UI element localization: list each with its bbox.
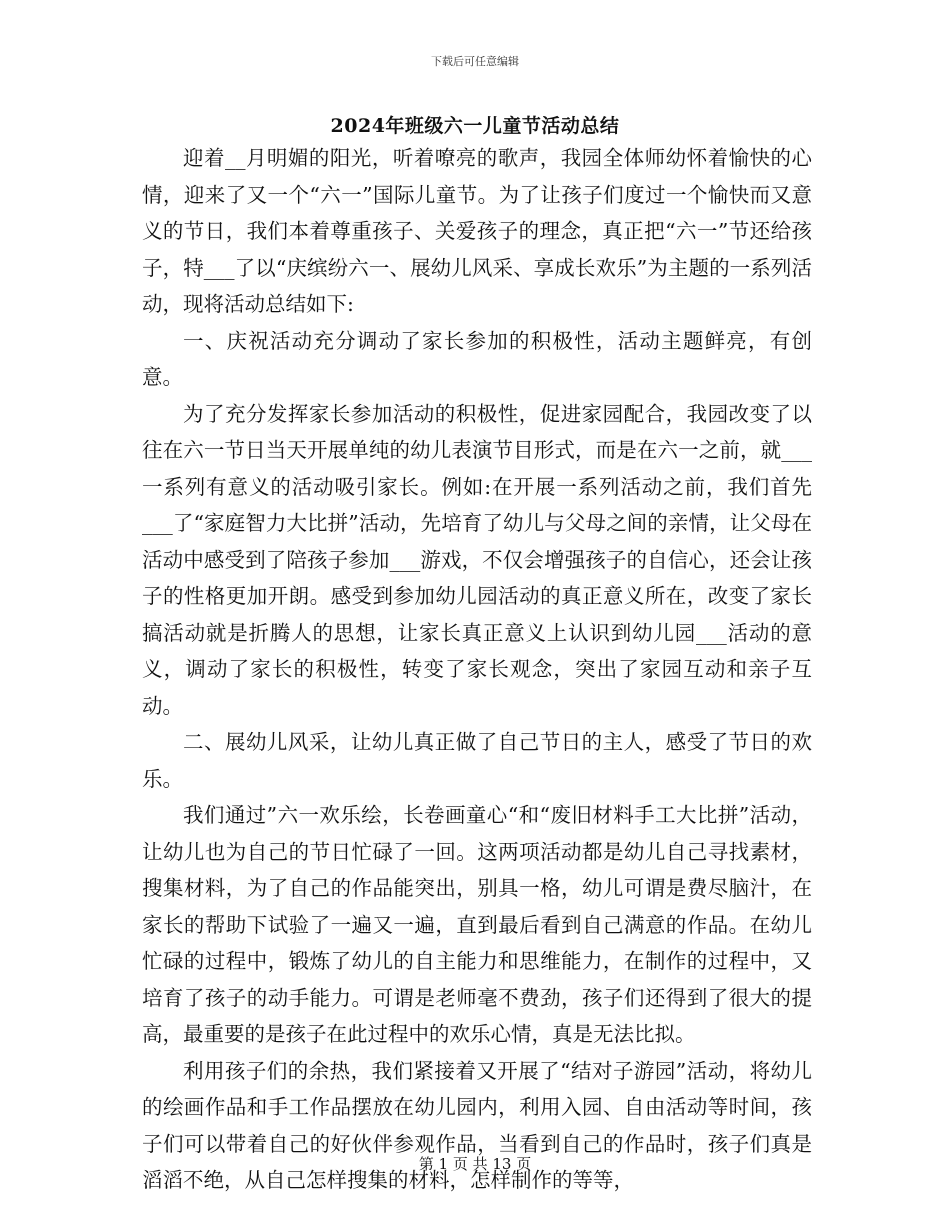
paragraph-section-2-continued: 利用孩子们的余热，我们紧接着又开展了“结对子游园”活动，将幼儿的绘画作品和手工作品摆放在幼儿园内，利用入园、自由活动等时间，孩子们可以带着自己的好伙伴参观作品，当看到自己的作品时，孩子们真是滔滔不绝，从自己怎样搜集的材料，怎样制作的等等，: [142, 1058, 812, 1192]
document-body: [142, 140, 812, 1199]
paragraph-section-1: 为了充分发挥家长参加活动的积极性，促进家园配合，我园改变了以往在六一节日当天开展单纯的幼儿表演节目形式，而是在六一之前，就___一系列有意义的活动吸引家长。例如:在开展一系列活动之前，我们首先___了“家庭智力大比拼”活动，先培育了幼儿与父母之间的亲情，让父母在活动中感受到了陪孩子参加___游戏，不仅会增强孩子的自信心，还会让孩子的性格更加开朗。感受到参加幼儿园活动的真正意义所在，改变了家长搞活动就是折腾人的思想，让家长真正意义上认识到幼儿园___活动的意义，调动了家长的积极性，转变了家长观念，突出了家园互动和亲子互动。: [142, 401, 812, 718]
page-header-note: 下载后可任意编辑: [431, 55, 519, 68]
document-title: 2024年班级六一儿童节活动总结: [330, 115, 620, 137]
page-footer-number: 第 1 页 共 13 页: [418, 1155, 532, 1173]
section-heading-1: 一、庆祝活动充分调动了家长参加的积极性，活动主题鲜亮，有创意。: [142, 328, 812, 389]
paragraph-section-2: 我们通过”六一欢乐绘，长卷画童心“和“废旧材料手工大比拼”活动，让幼儿也为自己的节日忙碌了一回。这两项活动都是幼儿自己寻找素材，搜集材料，为了自己的作品能突出，别具一格，幼儿可谓是费尽脑汁，在家长的帮助下试验了一遍又一遍，直到最后看到自己满意的作品。在幼儿忙碌的过程中，锻炼了幼儿的自主能力和思维能力，在制作的过程中，又培育了孩子的动手能力。可谓是老师毫不费劲，孩子们还得到了很大的提高，最重要的是孩子在此过程中的欢乐心情，真是无法比拟。: [142, 803, 812, 1046]
paragraph-intro: 迎着__月明媚的阳光，听着嘹亮的歌声，我园全体师幼怀着愉快的心情，迎来了又一个“六一”国际儿童节。为了让孩子们度过一个愉快而又意义的节日，我们本着尊重孩子、关爱孩子的理念，真正把“六一”节还给孩子，特___了以“庆缤纷六一、展幼儿风采、享成长欢乐”为主题的一系列活动，现将活动总结如下:: [142, 146, 812, 316]
section-heading-2: 二、展幼儿风采，让幼儿真正做了自己节日的主人，感受了节日的欢乐。: [142, 730, 812, 791]
